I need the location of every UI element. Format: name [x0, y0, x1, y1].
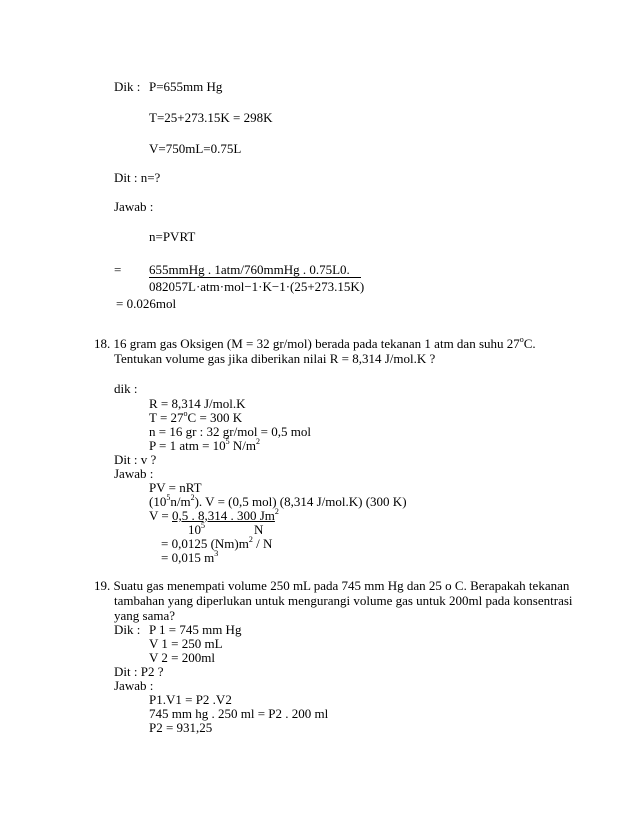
ex19-dit: Dit : P2 ?	[114, 664, 164, 679]
ex17-denominator: 082057L·atm·mol−1·K−1·(25+273.15K)	[149, 279, 365, 294]
ex17-pressure: P=655mm Hg	[149, 79, 223, 94]
ex18-question-line2: Tentukan volume gas jika diberikan nilai R = 8,314 J/mol.K ?	[114, 351, 436, 366]
ex18-substitution: $(10^5n/m^2)$. V = (0,5 mol) (8,314 J/mol.K) (300 K)	[149, 493, 407, 509]
ex17-dit: Dit : n=?	[114, 170, 161, 185]
ex19-p1: P 1 = 745 mm Hg	[149, 622, 242, 637]
ex17-equals: =	[114, 262, 122, 277]
ex17-numerator: 655mmHg . 1atm/760mmHg . 0.75L0.	[149, 262, 361, 278]
ex19-jawab: Jawab :	[114, 678, 154, 693]
ex19-question-line1: 19. Suatu gas menempati volume 250 mL pada 745 mm Hg dan 25 o C. Berapakah tekanan	[94, 578, 570, 593]
ex19-v2: V 2 = 200ml	[149, 650, 215, 665]
ex18-pressure: P = 1 atm = $10^5$ $N/m^2$	[149, 437, 261, 453]
ex19-question-line3: yang sama?	[114, 608, 176, 623]
ex18-dit: Dit : v ?	[114, 452, 157, 467]
ex17-temperature: T=25+273.15K = 298K	[149, 110, 273, 125]
ex17-result: = 0.026mol	[116, 296, 177, 311]
ex17-dik-label: Dik :	[114, 79, 141, 94]
ex18-moles: n = 16 gr : 32 gr/mol = 0,5 mol	[149, 424, 311, 439]
ex18-volume-fraction: V = 0,5 . 8,314 . 300 Jm$^2$	[149, 507, 279, 523]
ex19-result: P2 = 931,25	[149, 720, 213, 735]
ex18-ideal-gas-law: PV = nRT	[149, 480, 202, 495]
ex18-gas-constant: R = 8,314 J/mol.K	[149, 396, 246, 411]
ex18-jawab: Jawab :	[114, 466, 154, 481]
ex18-result-1: = 0,0125 $(Nm)m^2$ / N	[161, 535, 273, 551]
ex17-volume: V=750mL=0.75L	[149, 141, 242, 156]
ex19-question-line2: tambahan yang diperlukan untuk mengurangi volume gas untuk 200ml pada konsentrasi	[114, 593, 573, 608]
ex18-dik-label: dik :	[114, 381, 138, 396]
ex17-formula: n=PVRT	[149, 229, 196, 244]
ex18-result-2: = 0,015 $m^3$	[161, 549, 219, 565]
ex18-denominator: $10^5$	[188, 521, 205, 537]
ex18-temperature: $T = 27^oC = 300$ K	[149, 409, 243, 425]
ex19-substitution: 745 mm hg . 250 ml = P2 . 200 ml	[149, 706, 329, 721]
ex18-denominator-unit: N	[254, 522, 264, 537]
ex19-boyle-law: P1.V1 = P2 .V2	[149, 692, 232, 707]
ex19-dik-label: Dik :	[114, 622, 141, 637]
ex19-v1: V 1 = 250 mL	[149, 636, 223, 651]
ex17-jawab: Jawab :	[114, 199, 154, 214]
ex18-question-line1: 18. 16 gram gas Oksigen (M = 32 gr/mol) berada pada tekanan 1 atm dan suhu 27$^o$C.	[94, 335, 536, 351]
